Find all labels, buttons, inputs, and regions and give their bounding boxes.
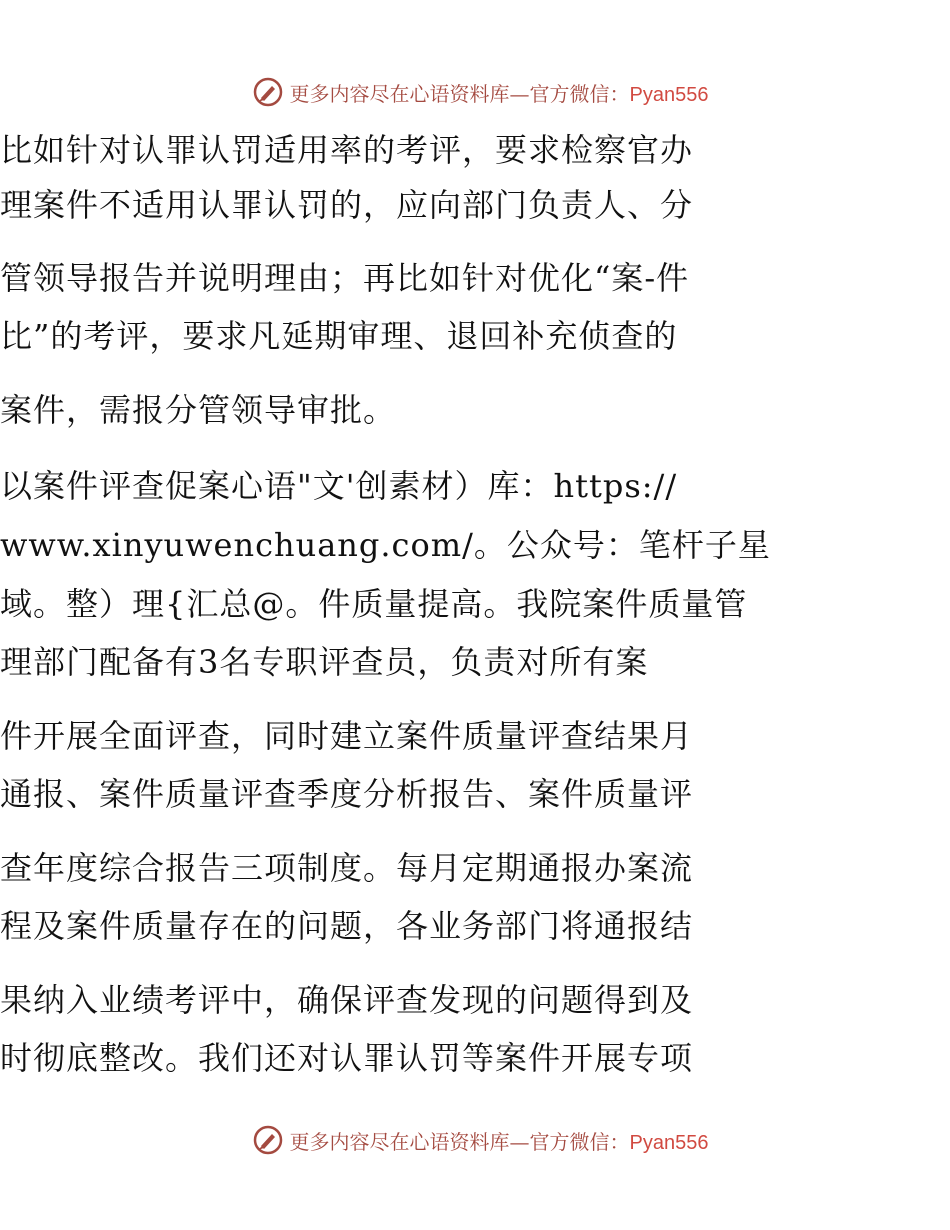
body-line: www.xinyuwenchuang.com/。公众号：笔杆子星 (0, 526, 771, 564)
body-line: 查年度综合报告三项制度。每月定期通报办案流 (0, 849, 694, 887)
header-dash: — (509, 81, 530, 106)
body-line: 通报、案件质量评查季度分析报告、案件质量评 (0, 775, 694, 813)
header-prefix: 更多内容尽在心语资料库 (289, 81, 510, 106)
body-line: 比”的考评，要求凡延期审理、退回补充侦查的 (0, 317, 678, 355)
pen-logo-icon (252, 76, 284, 108)
footer-dash: — (509, 1129, 530, 1154)
pen-logo-icon (252, 1124, 284, 1156)
header-middle: 官方微信： (529, 81, 630, 106)
body-line: 管领导报告并说明理由；再比如针对优化“案-件 (0, 259, 690, 297)
page-footer-watermark (0, 1120, 950, 1160)
body-line: 理案件不适用认罪认罚的，应向部门负责人、分 (0, 186, 694, 224)
footer-prefix: 更多内容尽在心语资料库 (289, 1129, 510, 1154)
body-line: 以案件评查促案心语"文'创素材）库：https:// (0, 467, 678, 505)
body-line: 域。整）理{汇总@。件质量提高。我院案件质量管 (0, 585, 748, 623)
footer-text (290, 1126, 709, 1155)
body-line: 比如针对认罪认罚适用率的考评，要求检察官办 (0, 131, 694, 169)
body-line: 果纳入业绩考评中，确保评查发现的问题得到及 (0, 981, 694, 1019)
header-wechat-id: Pyan556 (629, 83, 709, 106)
body-line: 件开展全面评查，同时建立案件质量评查结果月 (0, 717, 694, 755)
page-header-watermark (0, 72, 950, 112)
body-line: 时彻底整改。我们还对认罪认罚等案件开展专项 (0, 1039, 694, 1077)
body-line: 案件，需报分管领导审批。 (0, 391, 397, 429)
footer-wechat-id: Pyan556 (629, 1131, 709, 1154)
body-line: 程及案件质量存在的问题，各业务部门将通报结 (0, 907, 694, 945)
body-line: 理部门配备有3名专职评查员，负责对所有案 (0, 643, 649, 681)
header-text (290, 78, 709, 107)
footer-middle: 官方微信： (529, 1129, 630, 1154)
